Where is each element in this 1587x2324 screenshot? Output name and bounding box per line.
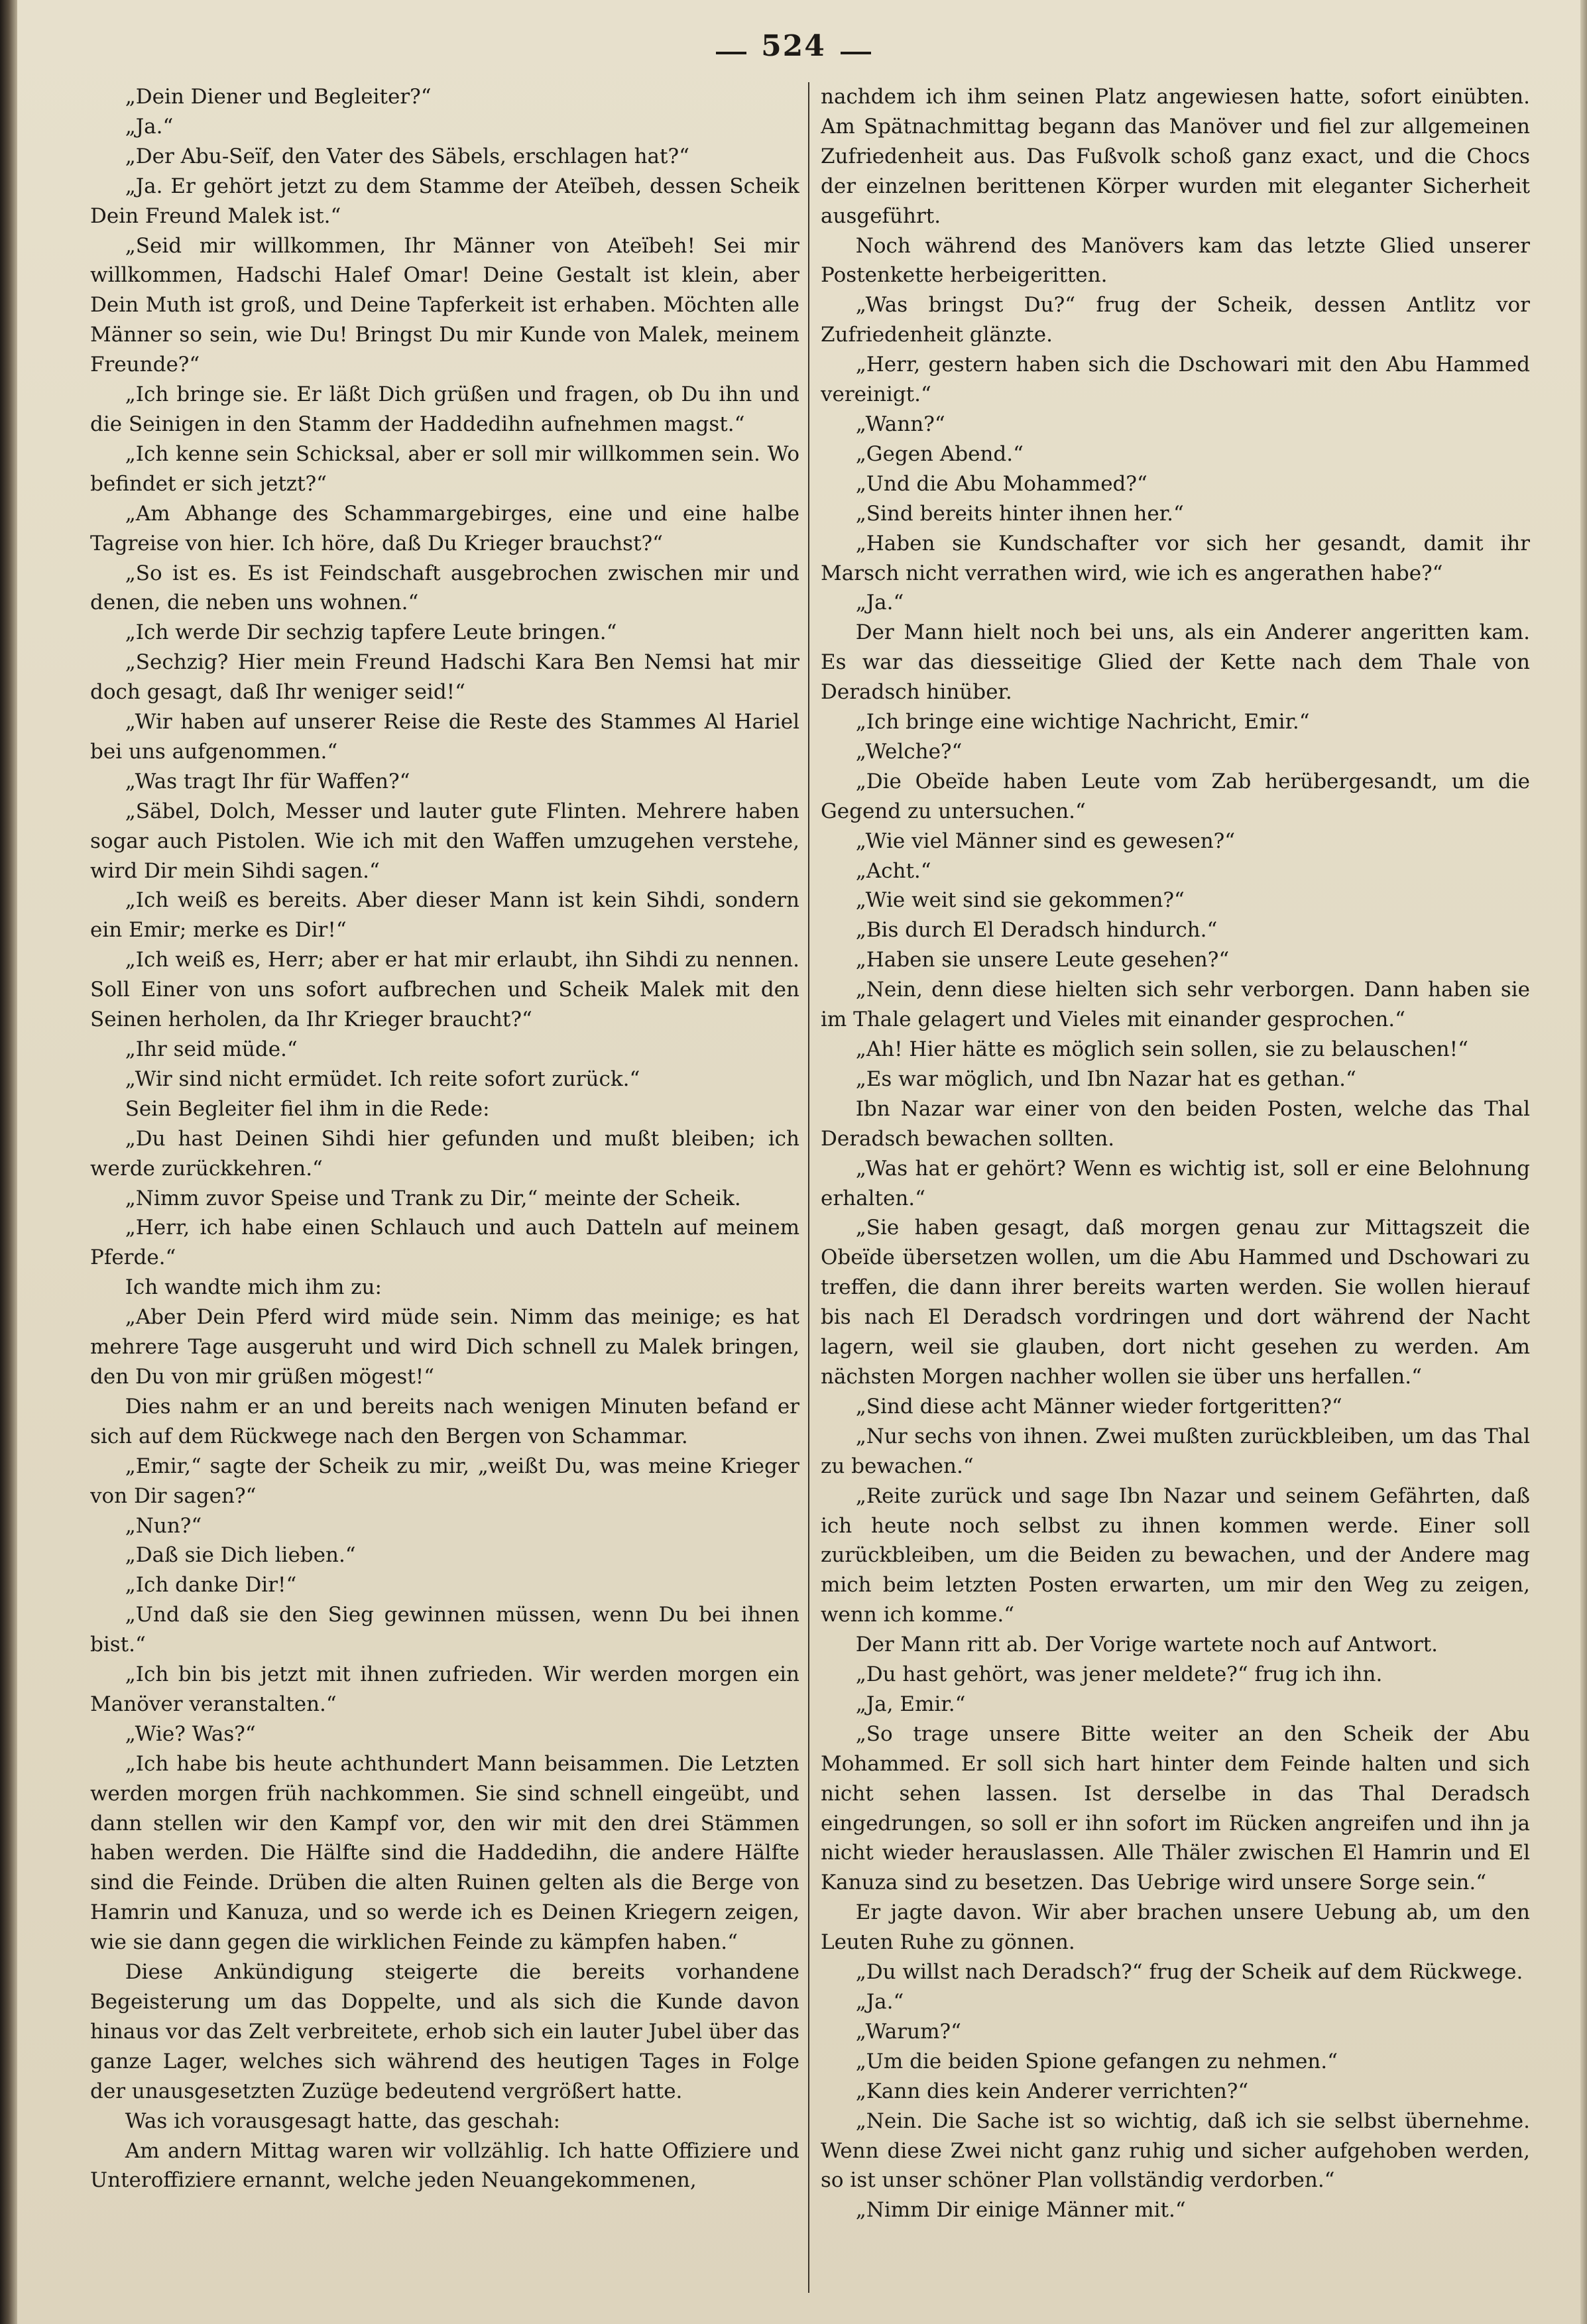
paragraph: „Wir sind nicht ermüdet. Ich reite sofort zurück.“: [125, 1067, 640, 1091]
paragraph: „Ich danke Dir!“: [125, 1573, 297, 1598]
paragraph: Der Mann ritt ab. Der Vorige wartete noch auf Antwort.: [855, 1633, 1438, 1657]
paragraph: „Aber Dein Pferd wird müde sein. Nimm das meinige; es hat mehrere Tage ausgeruht und wird Dich schnell zu Malek bringen, den Du von mir grüßen mögest!“: [90, 1305, 799, 1389]
paragraph: Sein Begleiter fiel ihm in die Rede:: [125, 1096, 490, 1121]
paragraph: „Haben sie unsere Leute gesehen?“: [855, 948, 1230, 972]
paragraph: „Was hat er gehört? Wenn es wichtig ist, soll er eine Belohnung erhalten.“: [821, 1156, 1530, 1210]
paragraph: Was ich vorausgesagt hatte, das geschah:: [125, 2109, 561, 2133]
paragraph: „Nimm zuvor Speise und Trank zu Dir,“ meinte der Scheik.: [125, 1186, 741, 1210]
paragraph: „So trage unsere Bitte weiter an den Scheik der Abu Mohammed. Er soll sich hart hinter dem Feinde halten und sich nicht sehen lassen. Ist derselbe in das Thal Deradsch eingedrungen, so soll er ihn sofort im Rücken angreifen und ihn ja nicht wieder herauslassen. Alle Thäler zwischen El Hamrin und El Kanuza sind zu besetzen. Das Uebrige wird unsere Sorge sein.“: [821, 1721, 1530, 1895]
paragraph: „Herr, ich habe einen Schlauch und auch Datteln auf meinem Pferde.“: [90, 1216, 799, 1270]
paragraph: „Du willst nach Deradsch?“ frug der Scheik auf dem Rückwege.: [855, 1960, 1523, 1985]
header-dash-right: [841, 52, 871, 54]
paragraph: Diese Ankündigung steigerte die bereits vorhandene Begeisterung um das Doppelte, und als sich die Kunde davon hinaus vor das Zelt verbreitete, erhob sich ein lauter Jubel über das ganze Lager, welches sich während des heutigen Tages in Folge der unausgesetzten Zuzüge bedeutend vergrößert hatte.: [90, 1960, 799, 2103]
paragraph: „Ich bringe eine wichtige Nachricht, Emir.“: [855, 710, 1310, 734]
header-dash-left: [716, 52, 746, 54]
paragraph: „Dein Diener und Begleiter?“: [125, 85, 432, 109]
paragraph: „Ich weiß es, Herr; aber er hat mir erlaubt, ihn Sihdi zu nennen. Soll Einer von uns sofort aufbrechen und Scheik Malek mit den Seinen herholen, da Ihr Krieger braucht?“: [90, 948, 799, 1032]
paragraph: Ibn Nazar war einer von den beiden Posten, welche das Thal Deradsch bewachen sollten.: [821, 1096, 1530, 1151]
paragraph: „Bis durch El Deradsch hindurch.“: [855, 918, 1218, 943]
paragraph: „Ich werde Dir sechzig tapfere Leute bringen.“: [125, 620, 617, 645]
paragraph: „Welche?“: [855, 739, 963, 764]
paragraph: „Ich habe bis heute achthundert Mann beisammen. Die Letzten werden morgen früh nachkommen. Sie sind schnell eingeübt, und dann stellen wir den Kampf vor, den wir mit den drei Stämmen haben werden. Die Hälfte sind die Haddedihn, die andere Hälfte sind die Feinde. Drüben die alten Ruinen gelten als die Berge von Hamrin und Kanuza, und so werde ich es Deinen Kriegern zeigen, wie sie dann gegen die wirklichen Feinde zu kämpfen haben.“: [90, 1751, 799, 1955]
paragraph: „Seid mir willkommen, Ihr Männer von Ateïbeh! Sei mir willkommen, Hadschi Halef Omar! Deine Gestalt ist klein, aber Dein Muth ist groß, und Deine Tapferkeit ist erhaben. Möchten alle Männer so sein, wie Du! Bringst Du mir Kunde von Malek, meinem Freunde?“: [90, 233, 799, 377]
paragraph: „Herr, gestern haben sich die Dschowari mit den Abu Hammed vereinigt.“: [821, 353, 1530, 407]
paragraph: „Am Abhange des Schammargebirges, eine und eine halbe Tagreise von hier. Ich höre, daß Du Krieger brauchst?“: [90, 501, 799, 555]
paragraph: „Wie weit sind sie gekommen?“: [855, 888, 1185, 913]
paragraph: „Nimm Dir einige Männer mit.“: [855, 2198, 1186, 2223]
page-number: 524: [761, 29, 826, 63]
paragraph: „Wie viel Männer sind es gewesen?“: [855, 829, 1236, 853]
paragraph: „Sind diese acht Männer wieder fortgeritten?“: [855, 1394, 1342, 1419]
paragraph: „Gegen Abend.“: [855, 441, 1024, 466]
paragraph: „Ich bin bis jetzt mit ihnen zufrieden. Wir werden morgen ein Manöver veranstalten.“: [90, 1662, 799, 1716]
paragraph: „Emir,“ sagte der Scheik zu mir, „weißt Du, was meine Krieger von Dir sagen?“: [90, 1454, 799, 1508]
paragraph: „Sie haben gesagt, daß morgen genau zur Mittagszeit die Obeïde übersetzen wollen, um die Abu Hammed und Dschowari zu treffen, die dann ihrer bereits warten werden. Sie wollen hierauf bis nach El Deradsch vordringen und dort während der Nacht lagern, weil sie glauben, dort nicht gesehen zu werden. Am nächsten Morgen nachher wollen sie über uns herfallen.“: [821, 1216, 1530, 1389]
paragraph: „Du hast Deinen Sihdi hier gefunden und mußt bleiben; ich werde zurückkehren.“: [90, 1126, 799, 1181]
paragraph: „Du hast gehört, was jener meldete?“ frug ich ihn.: [855, 1662, 1383, 1687]
paragraph: „Wie? Was?“: [125, 1721, 256, 1746]
paragraph: „Der Abu-Seïf, den Vater des Säbels, erschlagen hat?“: [125, 144, 689, 168]
paragraph: „Nein. Die Sache ist so wichtig, daß ich sie selbst übernehme. Wenn diese Zwei nicht ganz ruhig und sicher aufgehoben werden, so ist unser schöner Plan vollständig verdorben.“: [821, 2109, 1530, 2193]
paragraph: „Und daß sie den Sieg gewinnen müssen, wenn Du bei ihnen bist.“: [90, 1603, 799, 1657]
paragraph: „Um die beiden Spione gefangen zu nehmen.“: [855, 2049, 1338, 2073]
paragraph: „Nun?“: [125, 1513, 202, 1538]
paragraph: „Säbel, Dolch, Messer und lauter gute Flinten. Mehrere haben sogar auch Pistolen. Wie ich mit den Waffen umzugehen verstehe, wird Dir mein Sihdi sagen.“: [90, 799, 799, 883]
paragraph-continued: nachdem ich ihm seinen Platz angewiesen hatte, sofort einübten. Am Spätnachmittag begann das Manöver und fiel zur allgemeinen Zufriedenheit aus. Das Fußvolk schoß ganz exact, und die Chocs der einzelnen berittenen Körper wurden mit eleganter Sicherheit ausgeführt.: [821, 85, 1530, 228]
paragraph: „Ich bringe sie. Er läßt Dich grüßen und fragen, ob Du ihn und die Seinigen in den Stamm der Haddedihn aufnehmen magst.“: [90, 382, 799, 436]
paragraph: „Was tragt Ihr für Waffen?“: [125, 769, 410, 793]
paragraph: „Ich kenne sein Schicksal, aber er soll mir willkommen sein. Wo befindet er sich jetzt?“: [90, 441, 799, 496]
paragraph: „Ja. Er gehört jetzt zu dem Stamme der Ateïbeh, dessen Scheik Dein Freund Malek ist.“: [90, 174, 799, 228]
paragraph: „Die Obeïde haben Leute vom Zab herübergesandt, um die Gegend zu untersuchen.“: [821, 769, 1530, 823]
paragraph: „Ja, Emir.“: [855, 1692, 966, 1716]
paragraph: „Was bringst Du?“ frug der Scheik, dessen Antlitz vor Zufriedenheit glänzte.: [821, 293, 1530, 347]
paragraph: Er jagte davon. Wir aber brachen unsere Uebung ab, um den Leuten Ruhe zu gönnen.: [821, 1900, 1530, 1955]
page-header: [0, 29, 1587, 63]
page-right-edge: [1580, 0, 1587, 2324]
paragraph: „Ah! Hier hätte es möglich sein sollen, sie zu belauschen!“: [855, 1037, 1468, 1061]
paragraph: „Ihr seid müde.“: [125, 1037, 298, 1061]
paragraph: Der Mann hielt noch bei uns, als ein Anderer angeritten kam. Es war das diesseitige Glied der Kette nach dem Thale von Deradsch hinüber.: [821, 620, 1530, 705]
paragraph: „Nein, denn diese hielten sich sehr verborgen. Dann haben sie im Thale gelagert und Vieles mit einander gesprochen.“: [821, 978, 1530, 1032]
paragraph: „Reite zurück und sage Ibn Nazar und seinem Gefährten, daß ich heute noch selbst zu ihnen kommen werde. Einer soll zurückbleiben, um die Beiden zu bewachen, und der Andere mag mich beim letzten Posten erwarten, um mir den Weg zu zeigen, wenn ich komme.“: [821, 1483, 1530, 1627]
paragraph: „Daß sie Dich lieben.“: [125, 1543, 356, 1568]
paragraph: „Warum?“: [855, 2019, 961, 2044]
paragraph: Dies nahm er an und bereits nach wenigen Minuten befand er sich auf dem Rückwege nach den Bergen von Schammar.: [90, 1394, 799, 1448]
paragraph: Am andern Mittag waren wir vollzählig. Ich hatte Offiziere und Unteroffiziere ernannt, welche jeden Neuangekommenen,: [90, 2138, 799, 2193]
left-text-column: [90, 82, 799, 2293]
paragraph: „Ich weiß es bereits. Aber dieser Mann ist kein Sihdi, sondern ein Emir; merke es Dir!“: [90, 888, 799, 943]
paragraph: „Wann?“: [855, 412, 945, 436]
paragraph: Noch während des Manövers kam das letzte Glied unserer Postenkette herbeigeritten.: [821, 233, 1530, 288]
paragraph: „Haben sie Kundschafter vor sich her gesandt, damit ihr Marsch nicht verrathen wird, wie ich es angerathen habe?“: [821, 531, 1530, 585]
paragraph: „Sechzig? Hier mein Freund Hadschi Kara Ben Nemsi hat mir doch gesagt, daß Ihr weniger seid!“: [90, 650, 799, 705]
paragraph: „Sind bereits hinter ihnen her.“: [855, 501, 1184, 526]
paragraph: Ich wandte mich ihm zu:: [125, 1275, 382, 1300]
paragraph: „Nur sechs von ihnen. Zwei mußten zurückbleiben, um das Thal zu bewachen.“: [821, 1424, 1530, 1478]
paragraph: „Acht.“: [855, 858, 931, 883]
paragraph: „Und die Abu Mohammed?“: [855, 471, 1147, 496]
paragraph: „Wir haben auf unserer Reise die Reste des Stammes Al Hariel bei uns aufgenommen.“: [90, 710, 799, 764]
right-text-column: [821, 82, 1530, 2293]
paragraph: „So ist es. Es ist Feindschaft ausgebrochen zwischen mir und denen, die neben uns wohnen.“: [90, 561, 799, 615]
paragraph: „Kann dies kein Anderer verrichten?“: [855, 2079, 1249, 2103]
paragraph: „Ja.“: [855, 1990, 904, 2014]
page-binding-edge: [0, 0, 17, 2324]
column-divider: [808, 82, 809, 2293]
paragraph: „Ja.“: [125, 114, 174, 139]
paragraph: „Ja.“: [855, 591, 904, 615]
paragraph: „Es war möglich, und Ibn Nazar hat es gethan.“: [855, 1067, 1356, 1091]
